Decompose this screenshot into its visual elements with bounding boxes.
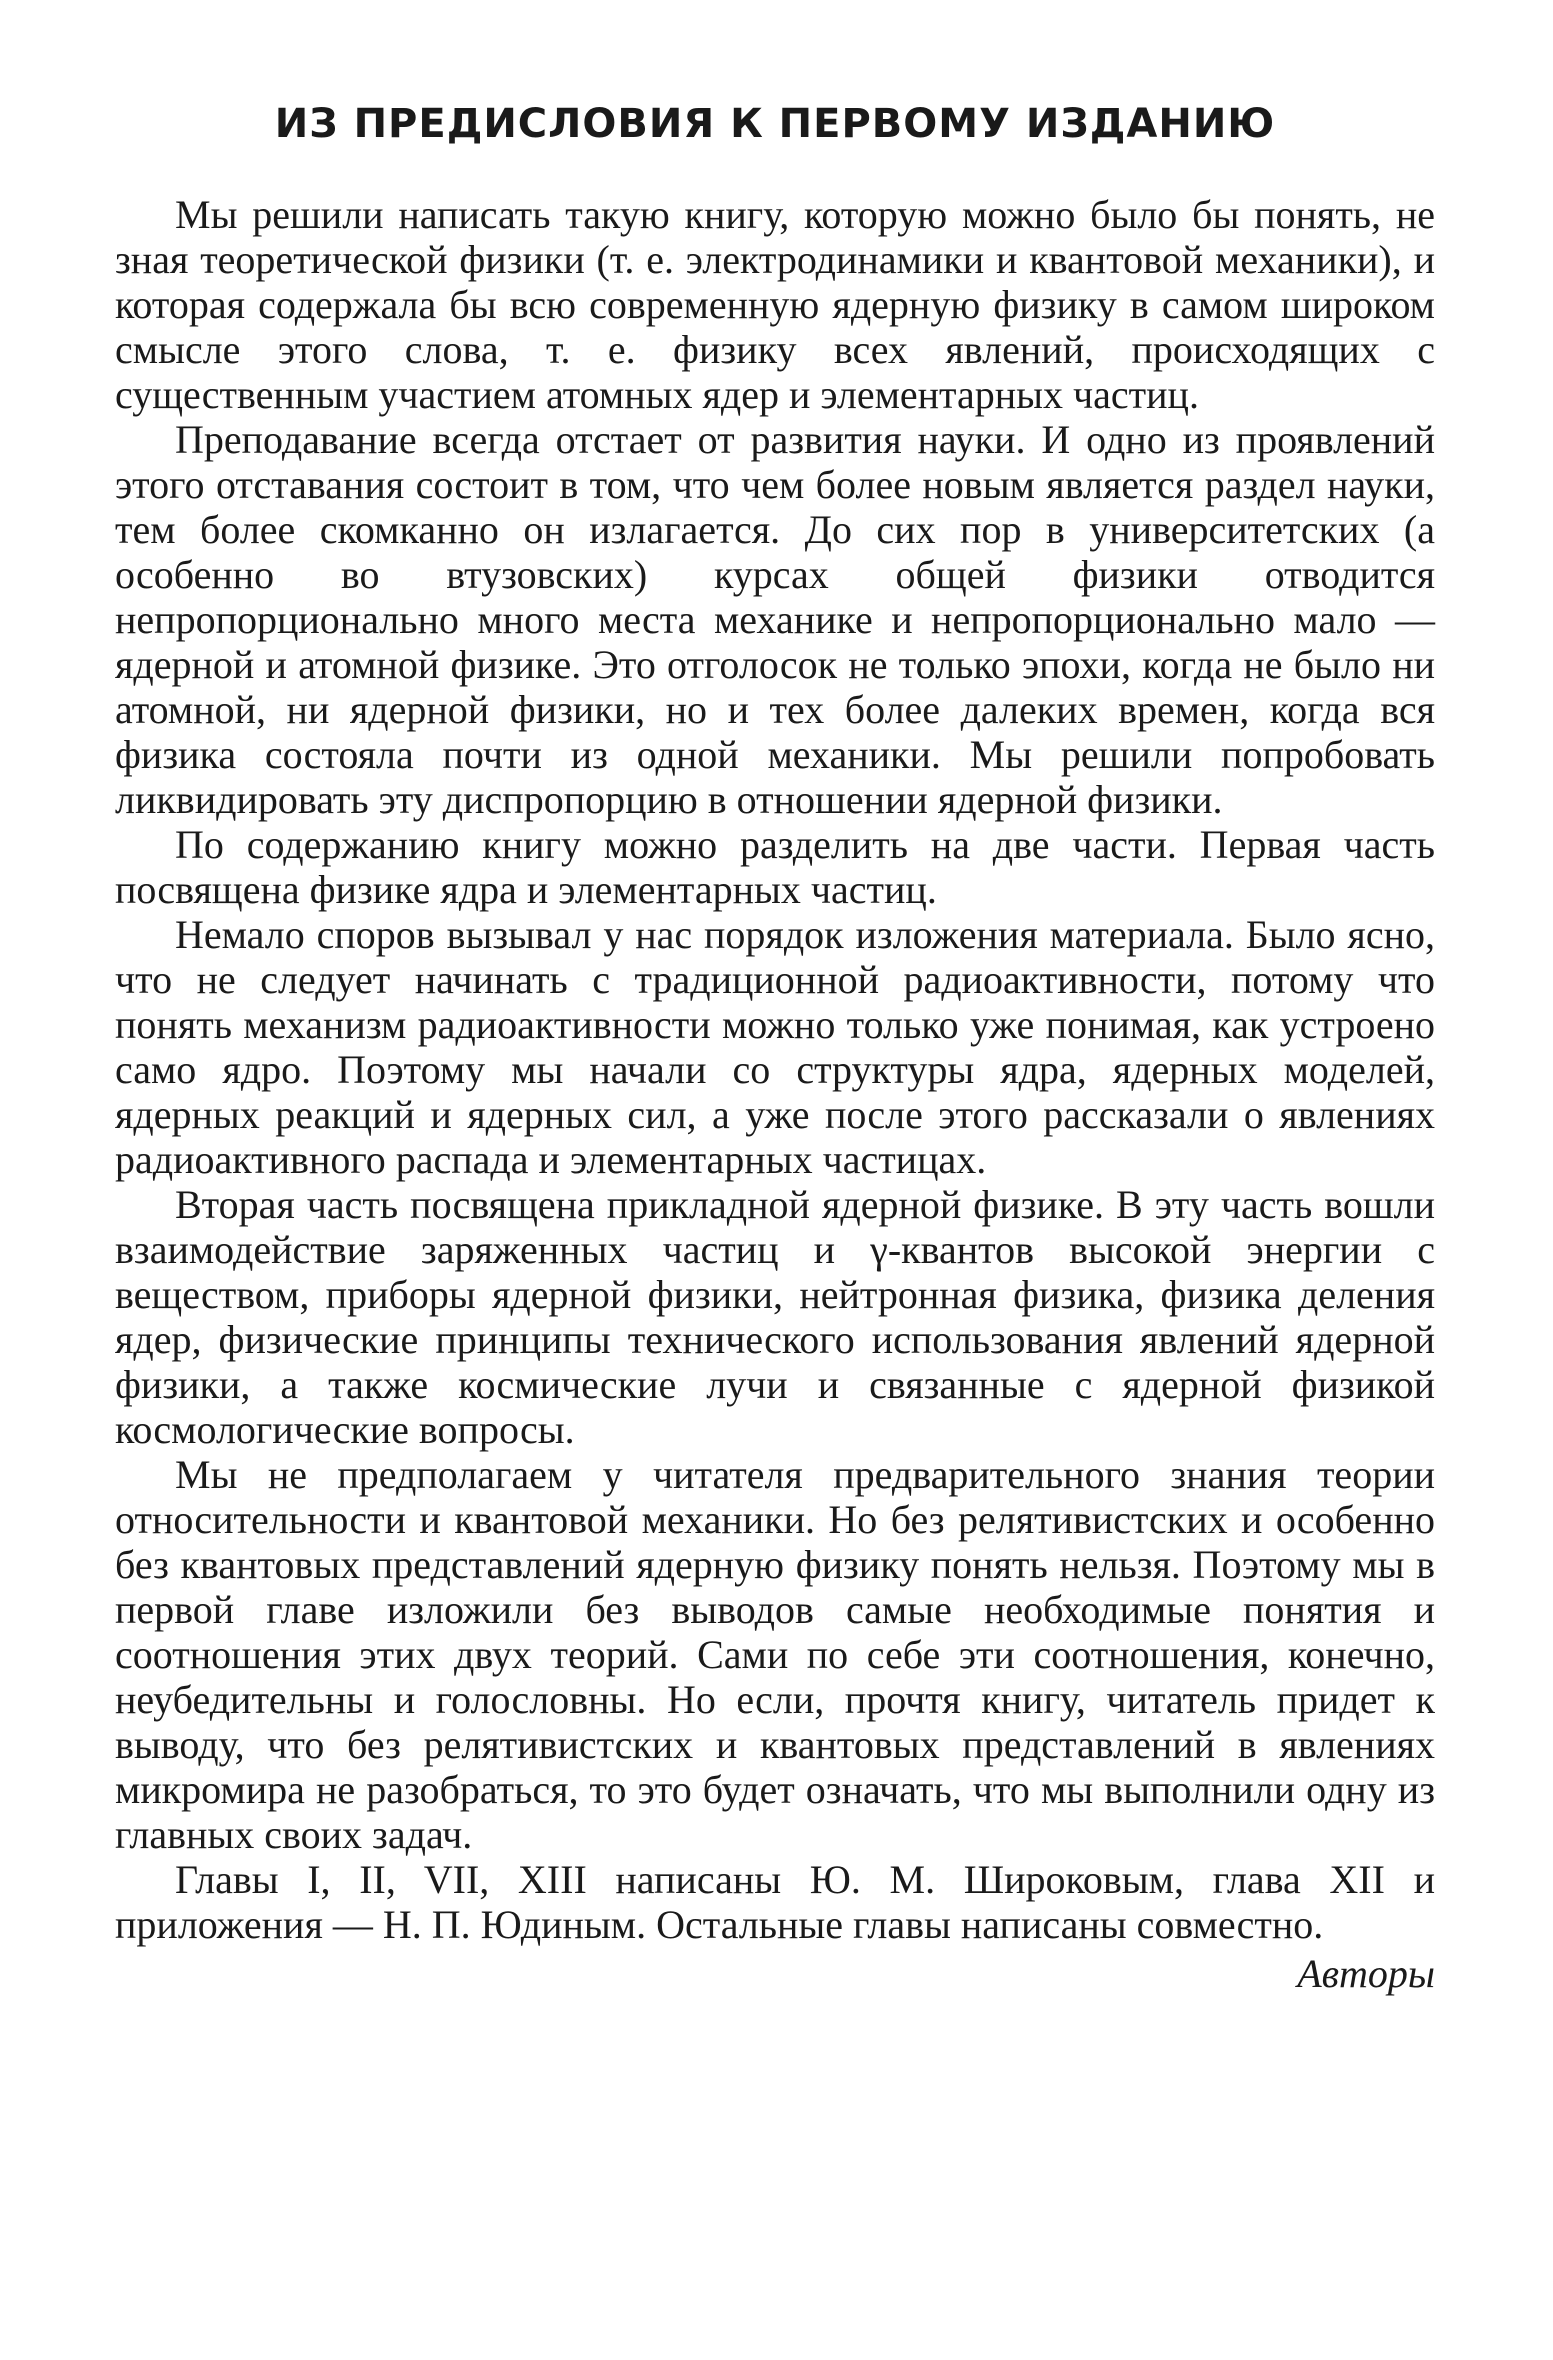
- page-title: ИЗ ПРЕДИСЛОВИЯ К ПЕРВОМУ ИЗДАНИЮ: [274, 101, 1276, 147]
- document-page: [115, 100, 1435, 1996]
- paragraph-6: Мы не предполагаем у читателя предварительного знания теории относительности и квантовой механики. Но без релятивистских и особенно без квантовых представлений ядерную физику понять нельзя. Поэтому мы в первой главе изложили без выводов самые необходимые понятия и соотношения этих двух теорий. Сами по себе эти соотношения, конечно, неубедительны и голословны. Но если, прочтя книгу, читатель придет к выводу, что без релятивистских и квантовых представлений в явлениях микромира не разобраться, то это будет означать, что мы выполнили одну из главных своих задач.: [115, 1452, 1435, 1857]
- paragraph-3: По содержанию книгу можно разделить на две части. Первая часть посвящена физике ядра и элементарных частиц.: [115, 822, 1435, 912]
- paragraph-4: Немало споров вызывал у нас порядок изложения материала. Было ясно, что не следует начинать с традиционной радиоактивности, потому что понять механизм радиоактивности можно только уже понимая, как устроено само ядро. Поэтому мы начали со структуры ядра, ядерных моделей, ядерных реакций и ядерных сил, а уже после этого рассказали о явлениях радиоактивного распада и элементарных частицах.: [115, 912, 1435, 1182]
- authors-signature: Авторы: [1297, 1951, 1435, 1996]
- paragraph-2: Преподавание всегда отстает от развития науки. И одно из проявлений этого отставания состоит в том, что чем более новым является раздел науки, тем более скомканно он излагается. До сих пор в университетских (а особенно во втузовских) курсах общей физики отводится непропорционально много места механике и непропорционально мало — ядерной и атомной физике. Это отголосок не только эпохи, когда не было ни атомной, ни ядерной физики, но и тех более далеких времен, когда вся физика состояла почти из одной механики. Мы решили попробовать ликвидировать эту диспропорцию в отношении ядерной физики.: [115, 417, 1435, 822]
- paragraph-7: Главы I, II, VII, XIII написаны Ю. М. Широковым, глава XII и приложения — Н. П. Юдиным. Остальные главы написаны совместно.: [115, 1857, 1435, 1947]
- paragraph-1: Мы решили написать такую книгу, которую можно было бы понять, не зная теоретической физики (т. е. электродинамики и квантовой механики), и которая содержала бы всю современную ядерную физику в самом широком смысле этого слова, т. е. физику всех явлений, происходящих с существенным участием атомных ядер и элементарных частиц.: [115, 192, 1435, 417]
- paragraph-5: Вторая часть посвящена прикладной ядерной физике. В эту часть вошли взаимодействие заряженных частиц и γ-квантов высокой энергии с веществом, приборы ядерной физики, нейтронная физика, физика деления ядер, физические принципы технического использования явлений ядерной физики, а также космические лучи и связанные с ядерной физикой космологические вопросы.: [115, 1182, 1435, 1452]
